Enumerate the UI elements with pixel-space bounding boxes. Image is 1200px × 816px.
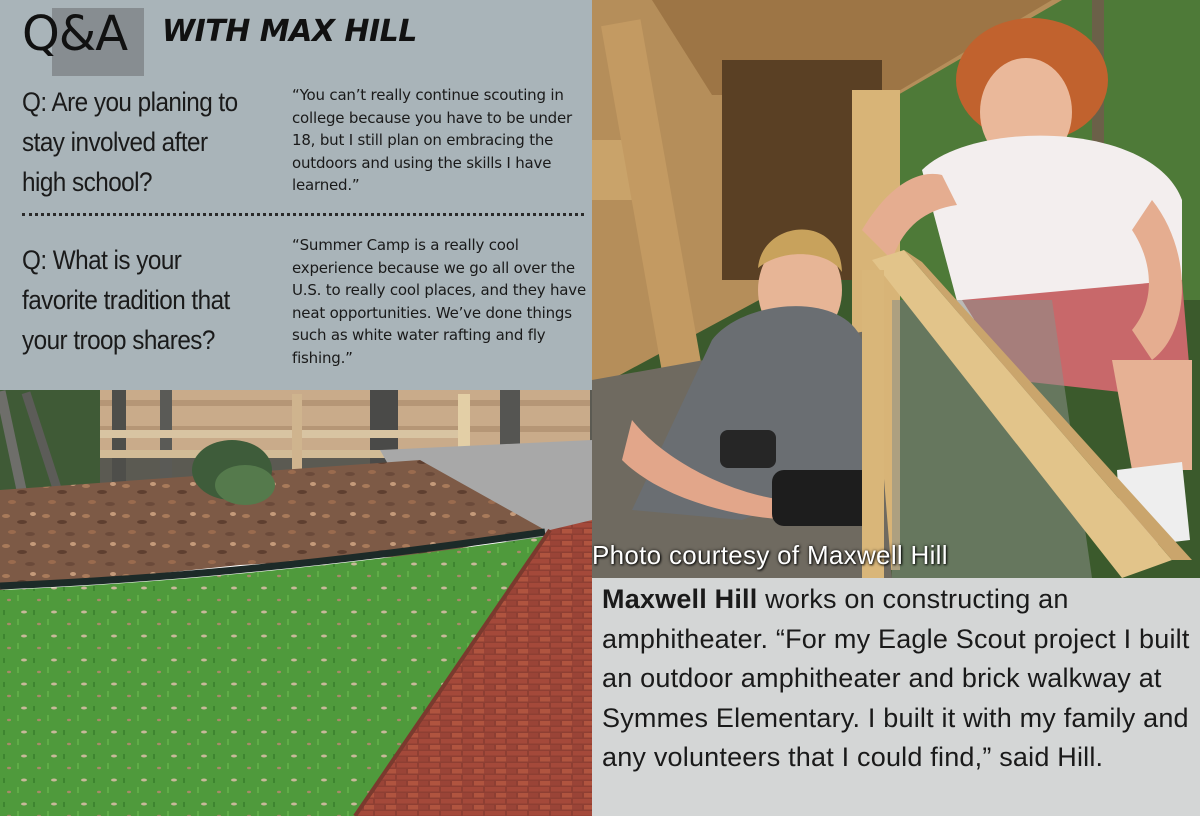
caption-name: Maxwell Hill — [602, 584, 758, 614]
question-1: Q: Are you planing to stay involved after high school? — [22, 87, 238, 197]
dotted-divider — [22, 213, 584, 216]
amphitheater-construction-photo — [592, 0, 1200, 578]
photo-credit: Photo courtesy of Maxwell Hill — [592, 540, 948, 570]
caption-body: works on constructing an amphitheater. “For my Eagle Scout project I built an outdoor amphitheater and brick walkway at Symmes Elementary. I built it with my family and any volunteers that I could find,” said Hill. — [602, 584, 1190, 772]
answer-2: “Summer Camp is a really cool experience because we go all over the U.S. to really cool places, and they have neat opportunities. We’ve done things such as white water rafting and fly fishing.” — [292, 236, 586, 367]
photo-caption — [602, 580, 1198, 778]
answer-1: “You can’t really continue scouting in college because you have to be under 18, but I still plan on embracing the outdoors and using the skills I have learned.” — [292, 86, 572, 194]
question-2: Q: What is your favorite tradition that your troop shares? — [22, 245, 230, 355]
garden-walkway-photo — [0, 390, 592, 816]
qa-title: Q&A — [22, 6, 128, 62]
qa-subtitle: WITH MAX HILL — [162, 14, 417, 49]
